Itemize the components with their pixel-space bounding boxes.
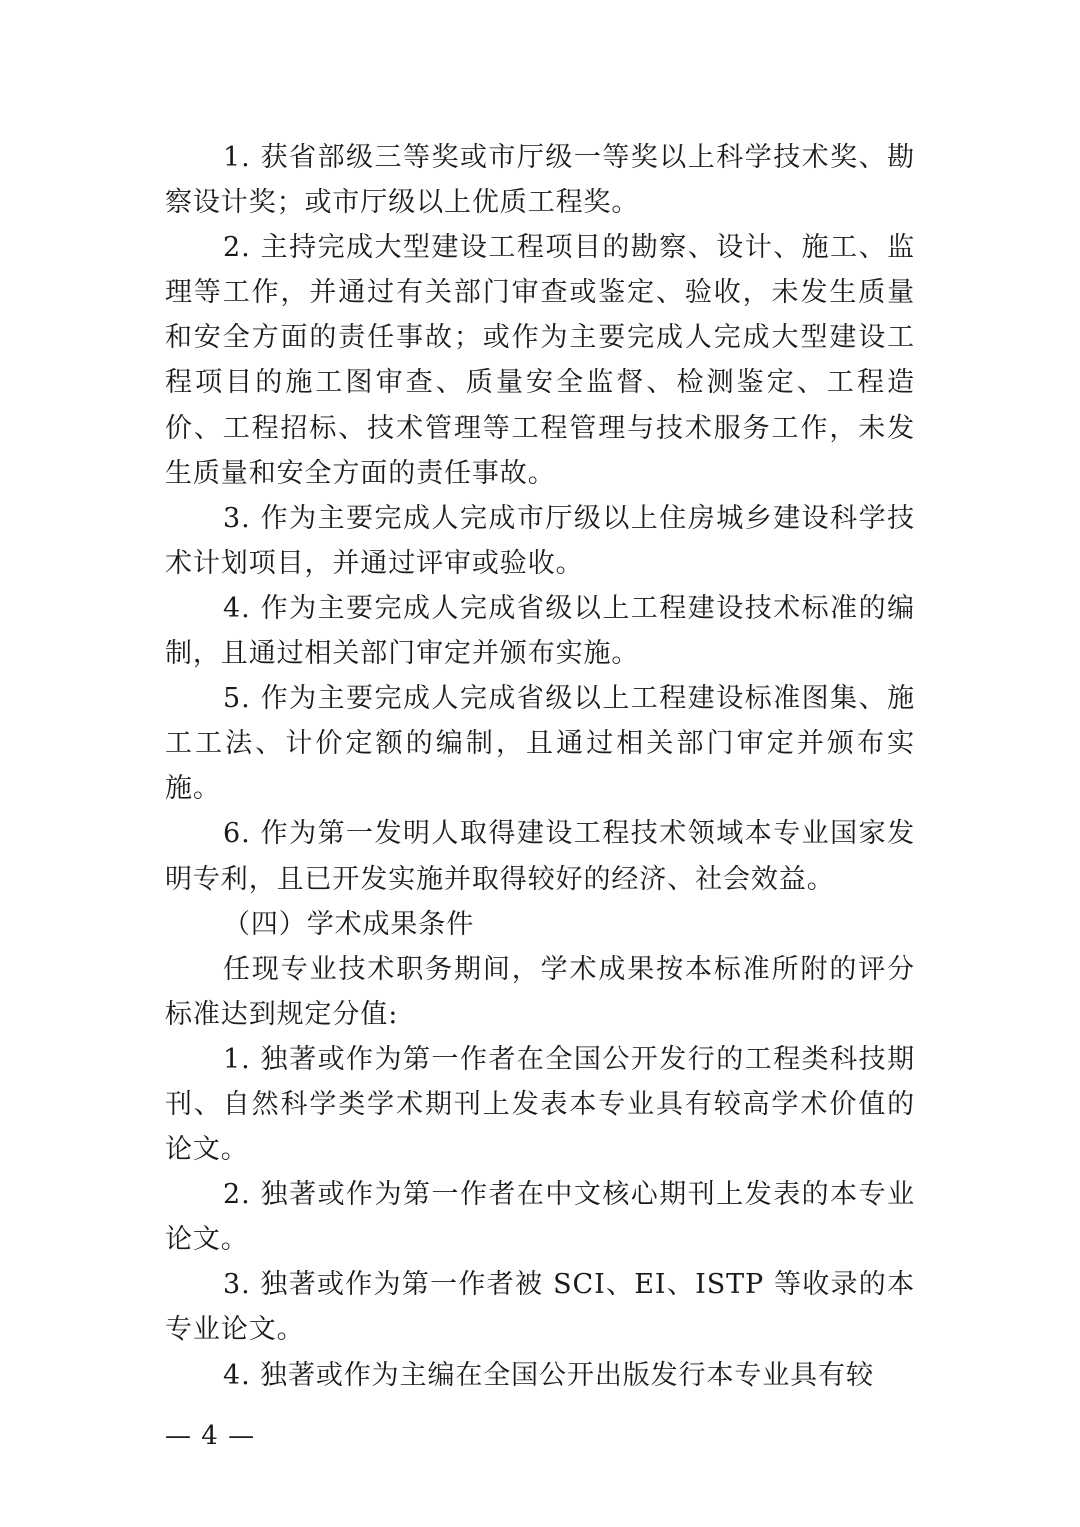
page-number: — 4 — [165,1421,256,1451]
section-heading-academic-achievements: （四）学术成果条件 [223,908,475,940]
paragraph-award-condition-5: 5. 作为主要完成人完成省级以上工程建设标准图集、施工工法、计价定额的编制，且通过相关部门审定并颁布实施。 [165,683,915,805]
paragraph-academic-condition-2: 2. 独著或作为第一作者在中文核心期刊上发表的本专业论文。 [165,1179,915,1256]
document-body [165,135,915,1398]
paragraph-award-condition-1: 1. 获省部级三等奖或市厅级一等奖以上科学技术奖、勘察设计奖；或市厅级以上优质工程奖。 [165,142,915,219]
paragraph-award-condition-4: 4. 作为主要完成人完成省级以上工程建设技术标准的编制，且通过相关部门审定并颁布实施。 [165,592,915,670]
paragraph-academic-condition-4: 4. 独著或作为主编在全国公开出版发行本专业具有较 [223,1359,874,1391]
paragraph-award-condition-2: 2. 主持完成大型建设工程项目的勘察、设计、施工、监理等工作，并通过有关部门审查或鉴定、验收，未发生质量和安全方面的责任事故；或作为主要完成人完成大型建设工程项目的施工图审查、质量安全监督、检测鉴定、工程造价、工程招标、技术管理等工程管理与技术服务工作，未发生质量和安全方面的责任事故。 [165,232,915,489]
paragraph-award-condition-6: 6. 作为第一发明人取得建设工程技术领域本专业国家发明专利，且已开发实施并取得较好的经济、社会效益。 [165,818,915,895]
paragraph-award-condition-3: 3. 作为主要完成人完成市厅级以上住房城乡建设科学技术计划项目，并通过评审或验收。 [165,502,915,579]
paragraph-academic-condition-3: 3. 独著或作为第一作者被 SCI、EI、ISTP 等收录的本专业论文。 [165,1269,915,1346]
paragraph-academic-intro: 任现专业技术职务期间，学术成果按本标准所附的评分标准达到规定分值: [165,953,915,1030]
paragraph-academic-condition-1: 1. 独著或作为第一作者在全国公开发行的工程类科技期刊、自然科学类学术期刊上发表本专业具有较高学术价值的论文。 [165,1043,915,1166]
